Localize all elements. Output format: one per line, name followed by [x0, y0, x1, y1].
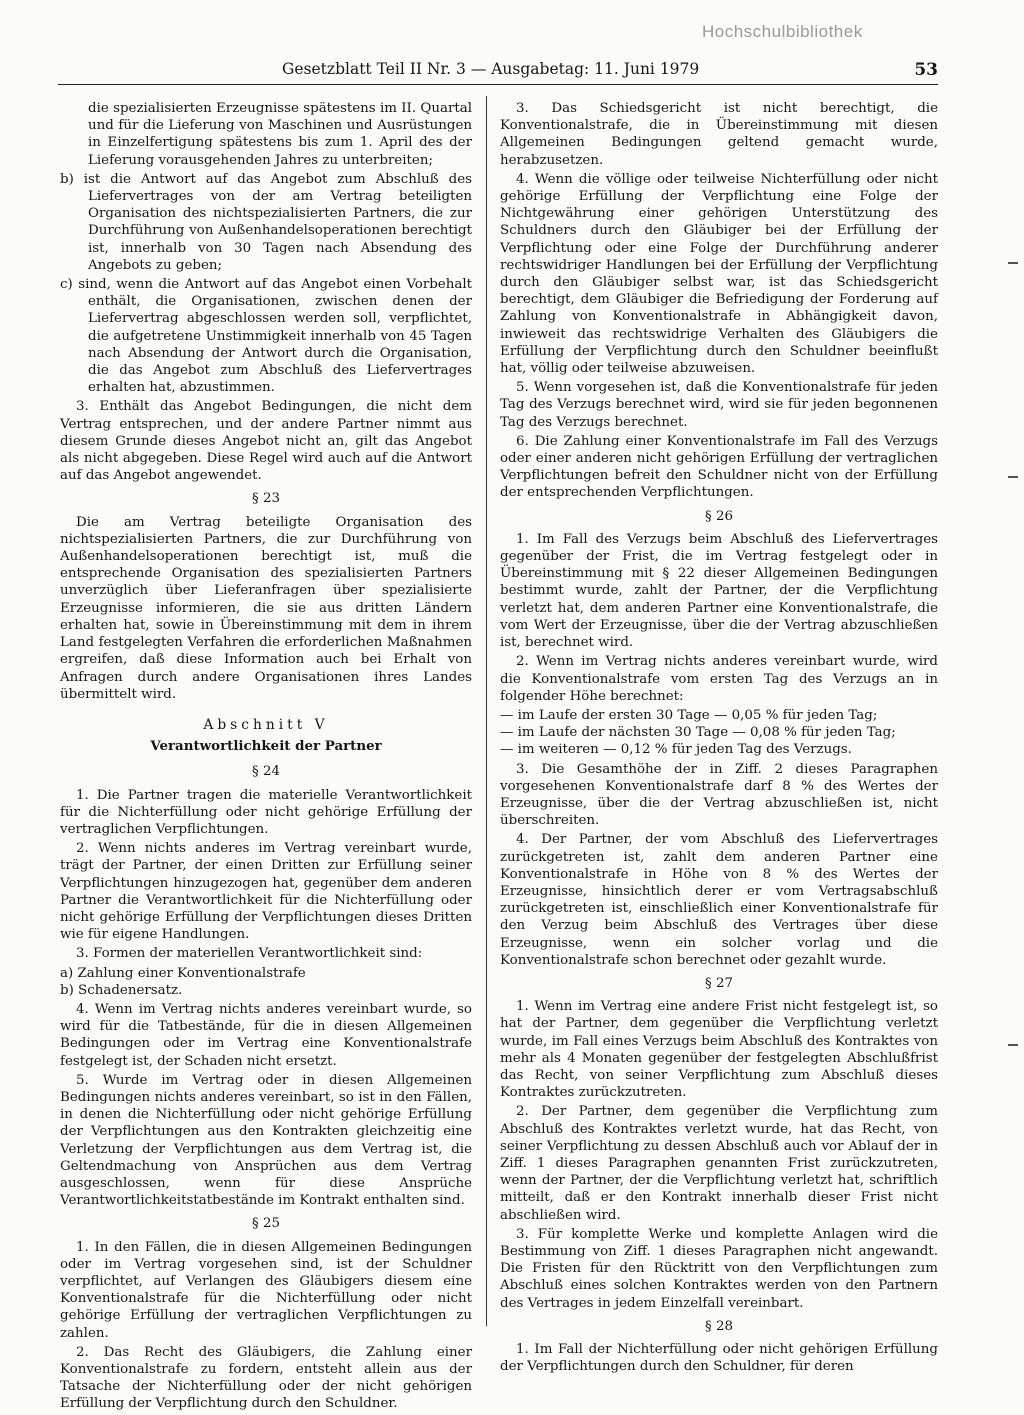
- paragraph: 1. Die Partner tragen die materielle Verantwortlichkeit für die Nichterfüllung oder nicht gehörige Erfüllung der vertraglichen Verpflichtungen.: [60, 787, 472, 837]
- paragraph: 2. Der Partner, dem gegenüber die Verpflichtung zum Abschluß des Kontraktes verletzt wurde, hat das Recht, von seiner Verpflichtung zu dessen Abschluß auch vor Ablauf der in Ziff. 1 dieses Paragraphen genannten Frist zurückzutreten, wenn der Partner, der die Verpflichtung verletzt hat, schriftlich mitteilt, daß er den Kontrakt innerhalb dieser Frist nicht abschließen wird.: [500, 1104, 938, 1223]
- header-title: Gesetzblatt Teil II Nr. 3 — Ausgabetag: 11. Juni 1979: [282, 60, 700, 78]
- section-heading: § 26: [705, 508, 733, 524]
- paragraph: 1. Wenn im Vertrag eine andere Frist nicht festgelegt ist, so hat der Partner, dem gegenüber die Verpflichtung verletzt wurde, im Fall eines Verzugs beim Abschluß des Kontraktes von mehr als 4 Monaten gegenüber der festgelegten Abschlußfrist das Recht, von seiner Verpflichtung zum Abschluß dieses Kontraktes zurückzutreten.: [500, 999, 938, 1101]
- paragraph: 1. Im Fall der Nichterfüllung oder nicht gehörigen Erfüllung der Verpflichtungen durch den Schuldner, für deren: [500, 1342, 938, 1375]
- paragraph: Die am Vertrag beteiligte Organisation des nichtspezialisierten Partners, die zur Durchführung von Außenhandelsoperationen berechtigt ist, muß die entsprechende Organisation des spezialisierten Partners unverzüglich über Lieferanfragen über spezialisierte Erzeugnisse informieren, die sie aus dritten Ländern erhalten hat, sowie in Übereinstimmung mit dem in ihrem Land festgelegten Verfahren die erforderlichen Maßnahmen ergreifen, daß diese Information auch bei Erhalt von Anfragen durch andere Organisationen ihres Landes übermittelt wird.: [60, 514, 472, 702]
- paragraph: 2. Das Recht des Gläubigers, die Zahlung einer Konventionalstrafe zu fordern, entsteht allein aus der Tatsache der Nichterfüllung oder der nicht gehörigen Erfüllung der Verpflichtung durch den Schuldner.: [60, 1344, 472, 1412]
- section-heading: § 28: [705, 1318, 733, 1334]
- section-heading: § 25: [252, 1216, 280, 1232]
- section-heading: § 23: [252, 491, 280, 507]
- paragraph: die spezialisierten Erzeugnisse spätestens im II. Quartal und für die Lieferung von Maschinen und Ausrüstungen in Einzelfertigung spätestens bis zum 1. April des der Lieferung vorausgehenden Jahres zu unterbreiten;: [88, 101, 472, 168]
- paragraph: 4. Wenn die völlige oder teilweise Nichterfüllung oder nicht gehörige Erfüllung der Verpflichtung eine Folge der Nichtgewährung einer gehörigen Unterstützung des Schuldners durch den Gläubiger bei der Erfüllung der Verpflichtung oder eine Folge der Durchführung anderer rechtswidriger Handlungen bei der Erfüllung der Verpflichtung durch den Gläubiger selbst war, ist das Schiedsgericht berechtigt, dem Gläubiger die Befriedigung der Forderung auf Zahlung von Konventionalstrafe in Abhängigkeit davon, inwieweit das rechtswidrige Verhalten des Gläubigers die Erfüllung der Verpflichtung durch den Schuldner beeinflußt hat, völlig oder teilweise abzuweisen.: [500, 171, 938, 377]
- list: [500, 707, 938, 759]
- left-column: [60, 100, 472, 1415]
- right-column: [500, 100, 938, 1377]
- paragraph: 3. Die Gesamthöhe der in Ziff. 2 dieses Paragraphen vorgesehenen Konventionalstrafe darf 8 % des Wertes der Erzeugnisse, über die der Vertrag abzuschließen ist, nicht überschreiten.: [500, 761, 938, 829]
- page-number: 53: [914, 60, 938, 80]
- paragraph: 5. Wurde im Vertrag oder in diesen Allgemeinen Bedingungen nichts anderes vereinbart, so ist in den Fällen, in denen die Nichterfüllung oder nicht gehörige Erfüllung der Verpflichtungen aus den Kontrakten gleichzeitig eine Verletzung der Verpflichtungen aus dem Vertrag ist, die Geltendmachung von Ansprüchen aus dem Vertrag ausgeschlossen, wenn für diese Ansprüche Verantwortlichkeitstatbestände im Kontrakt enthalten sind.: [60, 1072, 472, 1209]
- margin-mark: [1008, 262, 1018, 264]
- chapter-title: Verantwortlichkeit der Partner: [150, 738, 382, 755]
- section-heading: § 27: [705, 975, 733, 991]
- chapter-heading: Abschnitt V: [203, 716, 329, 733]
- list-item: — im Laufe der ersten 30 Tage — 0,05 % für jeden Tag;: [500, 707, 878, 723]
- list-item: — im Laufe der nächsten 30 Tage — 0,08 % für jeden Tag;: [500, 725, 896, 741]
- list-item: b) ist die Antwort auf das Angebot zum Abschluß des Liefervertrages von der am Vertrag beteiligten Organisation des nichtspezialisierten Partners, die zur Durchführung von Außenhandelsoperationen berechtigt ist, innerhalb von 30 Tagen nach Absendung des Angebots zu geben;: [60, 171, 472, 273]
- paragraph: 2. Wenn nichts anderes im Vertrag vereinbart wurde, trägt der Partner, der einen Dritten zur Erfüllung seiner Verpflichtungen hinzugezogen hat, gegenüber dem anderen Partner die Verantwortlichkeit für die Nichterfüllung oder nicht gehörige Erfüllung der Verpflichtungen dieses Dritten wie für eigene Handlungen.: [60, 841, 472, 943]
- list-item: a) Zahlung einer Konventionalstrafe: [60, 965, 306, 981]
- list-item: — im weiteren — 0,12 % für jeden Tag des Verzugs.: [500, 742, 852, 758]
- paragraph: 4. Der Partner, der vom Abschluß des Liefervertrages zurückgetreten ist, zahlt dem anderen Partner eine Konventionalstrafe in Höhe von 8 % des Wertes der Erzeugnisse, hinsichtlich derer er vom Vertragsabschluß zurückgetreten ist, einschließlich einer Konventionalstrafe für den Verzug beim Abschluß des Vertrages über diese Erzeugnisse, wenn ein solcher vorlag und die Konventionalstrafe schon berechnet oder gezahlt wurde.: [500, 832, 938, 968]
- margin-mark: [1008, 1044, 1018, 1046]
- paragraph: 3. Für komplette Werke und komplette Anlagen wird die Bestimmung von Ziff. 1 dieses Paragraphen nicht angewandt. Die Fristen für den Rücktritt von den Verpflichtungen zum Abschluß eines solchen Kontraktes werden von den Partnern des Vertrages in jedem Einzelfall vereinbart.: [500, 1226, 938, 1311]
- header-rule: [58, 84, 938, 85]
- paragraph: 4. Wenn im Vertrag nichts anderes vereinbart wurde, so wird für die Tatbestände, für die in diesen Allgemeinen Bedingungen oder im Vertrag eine Konventionalstrafe festgelegt ist, der Schaden nicht ersetzt.: [60, 1001, 472, 1069]
- section-heading: § 24: [252, 764, 280, 780]
- list: [60, 965, 472, 999]
- paragraph: 3. Formen der materiellen Verantwortlichkeit sind:: [76, 946, 423, 962]
- paragraph: 3. Das Schiedsgericht ist nicht berechtigt, die Konventionalstrafe, die in Übereinstimmung mit diesen Allgemeinen Bedingungen geltend gemacht wurde, herabzusetzen.: [500, 101, 938, 168]
- page-header: [58, 60, 938, 82]
- margin-mark: [1008, 476, 1018, 478]
- paragraph: 3. Enthält das Angebot Bedingungen, die nicht dem Vertrag entsprechen, und der andere Partner nimmt aus diesem Grunde dieses Angebot nicht an, gilt das Angebot als nicht abgegeben. Diese Regel wird auch auf die Antwort auf das Angebot angewendet.: [60, 399, 472, 484]
- list-item: b) Schadenersatz.: [60, 982, 183, 998]
- list-item: c) sind, wenn die Antwort auf das Angebot einen Vorbehalt enthält, die Organisationen, zwischen denen der Liefervertrag abgeschlossen werden soll, verpflichtet, die aufgetretene Unstimmigkeit innerhalb von 45 Tagen nach Absendung der Antwort durch die Organisation, die das Angebot zum Abschluß des Liefervertrages erhalten hat, abzustimmen.: [60, 277, 472, 396]
- library-stamp: Hochschulbibliothek: [702, 22, 863, 41]
- paragraph: 5. Wenn vorgesehen ist, daß die Konventionalstrafe für jeden Tag des Verzugs berechnet wird, wird sie für jeden begonnenen Tag des Verzugs berechnet.: [500, 380, 938, 430]
- paragraph: 6. Die Zahlung einer Konventionalstrafe im Fall des Verzugs oder einer anderen nicht gehörigen Erfüllung der vertraglichen Verpflichtungen befreit den Schuldner nicht von der Erfüllung der entsprechenden Verpflichtungen.: [500, 433, 938, 501]
- paragraph: 1. Im Fall des Verzugs beim Abschluß des Liefervertrages gegenüber der Frist, die im Vertrag festgelegt oder in Übereinstimmung mit § 22 dieser Allgemeinen Bedingungen bestimmt wurde, zahlt der Partner, der die Verpflichtung verletzt hat, dem anderen Partner eine Konventionalstrafe, die vom Wert der Erzeugnisse, über die der Vertrag abzuschließen ist, berechnet wird.: [500, 531, 938, 651]
- paragraph: 1. In den Fällen, die in diesen Allgemeinen Bedingungen oder im Vertrag vorgesehen sind, ist der Schuldner verpflichtet, auf Verlangen des Gläubigers diesem eine Konventionalstrafe für die Nichterfüllung oder nicht gehörige Erfüllung der vertraglichen Verpflichtungen zu zahlen.: [60, 1239, 472, 1341]
- column-divider: [486, 96, 487, 1326]
- paragraph: 2. Wenn im Vertrag nichts anderes vereinbart wurde, wird die Konventionalstrafe vom ersten Tag des Verzugs an in folgender Höhe berechnet:: [500, 654, 938, 704]
